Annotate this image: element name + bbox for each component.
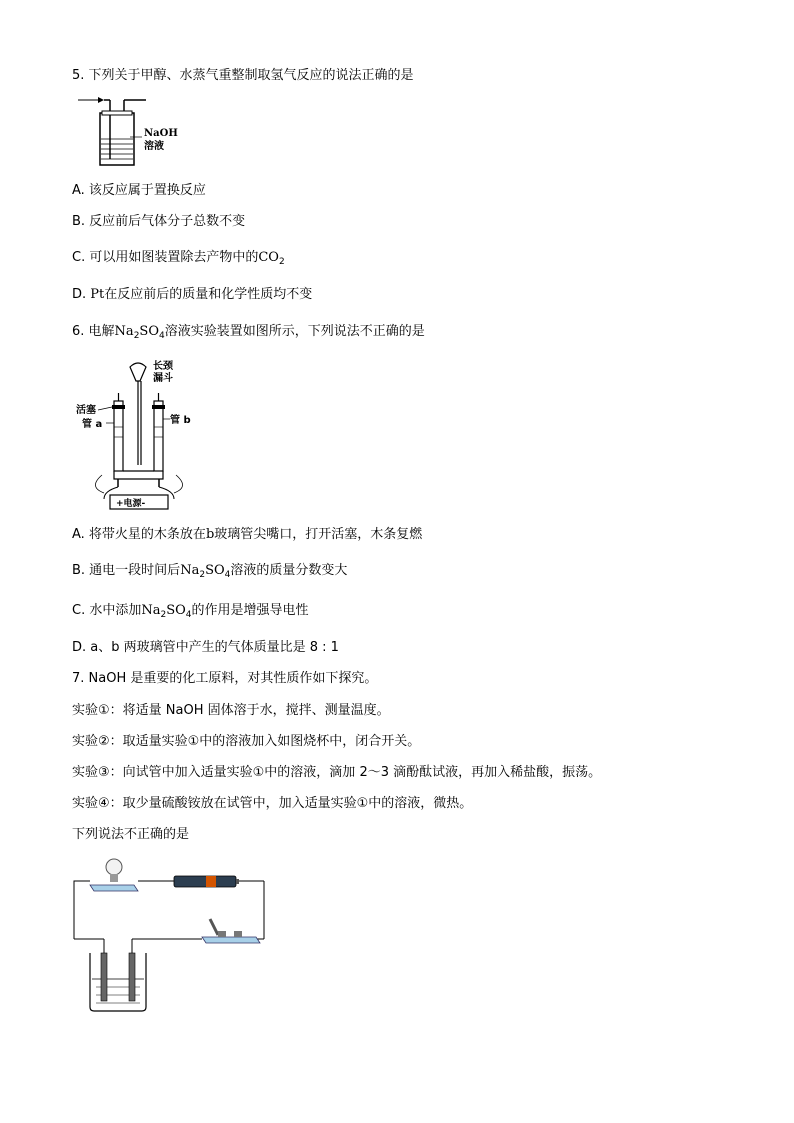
funnel-label-2: 漏斗	[153, 373, 173, 384]
solution-label: 溶液	[144, 141, 164, 152]
q5-option-c[interactable]	[72, 249, 285, 271]
switch-lever-icon	[210, 919, 218, 935]
valve-label: 活塞	[76, 405, 96, 416]
electrolysis-apparatus-figure	[74, 357, 204, 513]
co2-formula: CO	[258, 250, 279, 265]
na-subscript-b: 2	[199, 570, 206, 580]
q5-option-a[interactable]: A. 该反应属于置换反应	[72, 183, 206, 198]
q7-experiment-2: 实验②：取适量实验①中的溶液加入如图烧杯中，闭合开关。	[72, 734, 421, 749]
q6-option-b-text: 溶液的质量分数变大	[230, 563, 348, 578]
light-bulb-icon	[106, 859, 122, 875]
so-formula: SO	[139, 324, 159, 339]
na-subscript-c: 2	[160, 610, 167, 620]
so-formula-b: SO	[205, 563, 225, 578]
gas-washing-bottle-figure	[76, 93, 196, 169]
pt-formula: Pt	[90, 287, 105, 302]
q7-stem: 7. NaOH 是重要的化工原料，对其性质作如下探究。	[72, 671, 378, 686]
q6-option-c-prefix: C. 水中添加	[72, 603, 142, 618]
q5-stem: 5. 下列关于甲醇、水蒸气重整制取氢气反应的说法正确的是	[72, 68, 414, 83]
q6-option-a-prefix: A. 将带火星的木条放在	[72, 527, 206, 542]
switch-base	[202, 937, 260, 943]
naoh-label: NaOH	[144, 128, 178, 139]
so-subscript: 4	[159, 331, 165, 341]
q5-option-d-text: 在反应前后的质量和化学性质均不变	[104, 287, 313, 302]
q6-option-a[interactable]	[72, 526, 422, 544]
q6-stem-text: 溶液实验装置如图所示，下列说法不正确的是	[164, 324, 425, 339]
tube-a-label: 管 a	[82, 419, 103, 430]
beaker-icon	[90, 953, 146, 1011]
funnel-label-1: 长颈	[153, 361, 173, 372]
q5-option-d-prefix: D.	[72, 287, 91, 302]
tube-b-ref: b	[205, 527, 215, 542]
na-subscript: 2	[133, 331, 140, 341]
q6-option-b-prefix: B. 通电一段时间后	[72, 563, 181, 578]
q7-experiment-4: 实验④：取少量硫酸铵放在试管中，加入适量实验①中的溶液，微热。	[72, 796, 473, 811]
q6-stem-prefix: 6. 电解	[72, 324, 115, 339]
na-formula-b: Na	[180, 563, 200, 578]
q6-option-c[interactable]	[72, 602, 309, 624]
q7-experiment-1: 实验①：将适量 NaOH 固体溶于水，搅拌、测量温度。	[72, 703, 390, 718]
na-formula: Na	[114, 324, 134, 339]
q6-option-b[interactable]	[72, 562, 347, 584]
q5-option-d[interactable]	[72, 286, 312, 304]
co2-subscript: 2	[278, 257, 285, 267]
q5-option-c-text: C. 可以用如图装置除去产物中的	[72, 250, 259, 265]
q6-option-d[interactable]: D. a、b 两玻璃管中产生的气体质量比是 8 : 1	[72, 640, 339, 655]
so-formula-c: SO	[166, 603, 186, 618]
q7-experiment-3: 实验③：向试管中加入适量实验①中的溶液，滴加 2～3 滴酚酞试液，再加入稀盐酸，振荡。	[72, 765, 602, 780]
power-supply-label: +电源-	[116, 499, 146, 509]
q6-option-a-text: 玻璃管尖嘴口，打开活塞，木条复燃	[214, 527, 423, 542]
so-subscript-c: 4	[185, 610, 192, 620]
na-formula-c: Na	[141, 603, 161, 618]
bulb-base	[90, 885, 138, 891]
q5-option-b[interactable]: B. 反应前后气体分子总数不变	[72, 214, 246, 229]
tube-b-label: 管 b	[170, 415, 191, 426]
q6-option-c-text: 的作用是增强导电性	[191, 603, 309, 618]
q7-closing: 下列说法不正确的是	[72, 827, 190, 842]
battery-icon	[174, 876, 236, 887]
q6-stem	[72, 323, 425, 345]
conductivity-circuit-figure	[70, 855, 270, 1015]
so-subscript-b: 4	[224, 570, 231, 580]
